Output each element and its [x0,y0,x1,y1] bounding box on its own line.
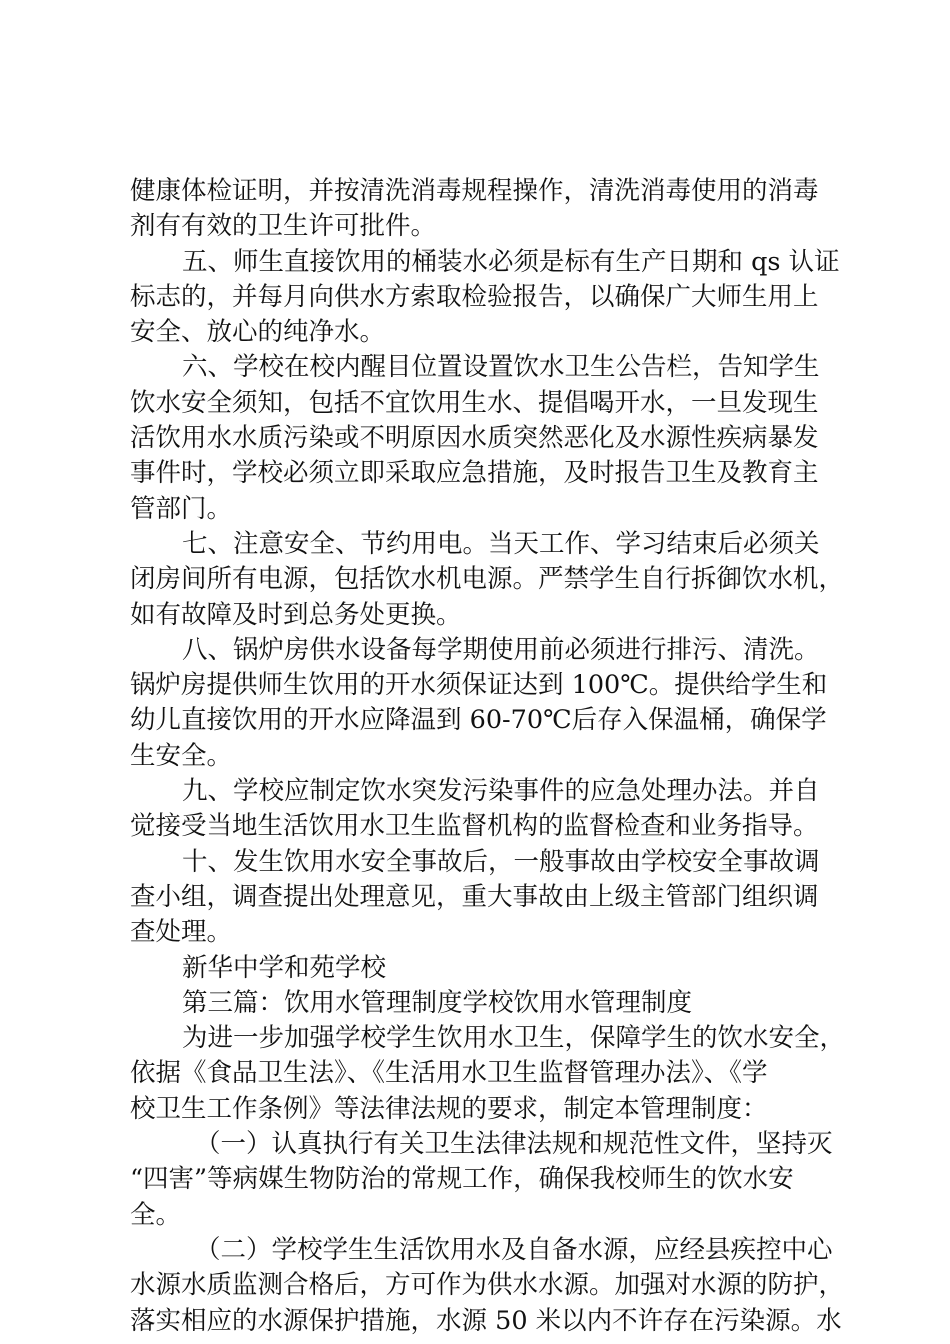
text-line: 新华中学和苑学校 [182,952,387,983]
text-line: 管部门。 [130,493,233,524]
text-line: 五、师生直接饮用的桶装水必须是标有生产日期和 qs 认证 [182,246,840,277]
text-line: 七、注意安全、节约用电。当天工作、学习结束后必须关 [182,528,820,559]
text-line: 活饮用水水质污染或不明原因水质突然恶化及水源性疾病暴发 [130,423,819,454]
text-line: 健康体检证明，并按清洗消毒规程操作，清洗消毒使用的消毒 [130,176,819,206]
text-line: 水源水质监测合格后，方可作为供水水源。加强对水源的防护， [130,1270,845,1301]
text-line: 全。 [130,1199,182,1230]
text-line: 依据《食品卫生法》、《生活用水卫生监督管理办法》、《学 [130,1058,768,1089]
document-body [130,174,846,1339]
text-line: （一）认真执行有关卫生法律法规和规范性文件，坚持灭 [195,1129,833,1160]
text-line: 第三篇：饮用水管理制度学校饮用水管理制度 [182,987,693,1018]
text-line: 如有故障及时到总务处更换。 [130,599,462,630]
text-line: 闭房间所有电源，包括饮水机电源。严禁学生自行拆御饮水机， [130,564,845,595]
text-line: 九、学校应制定饮水突发污染事件的应急处理办法。并自 [182,776,820,807]
text-line: 安全、放心的纯净水。 [130,317,386,348]
text-line: 锅炉房提供师生饮用的开水须保证达到 100℃。提供给学生和 [130,670,828,701]
text-line: 八、锅炉房供水设备每学期使用前必须进行排污、清洗。 [182,634,820,665]
text-line: 落实相应的水源保护措施，水源 50 米以内不许存在污染源。水 [130,1305,842,1336]
text-line: 生安全。 [130,740,233,771]
text-line: 查小组，调查提出处理意见，重大事故由上级主管部门组织调 [130,881,819,912]
text-line: （二）学校学生生活饮用水及自备水源，应经县疾控中心 [195,1234,833,1265]
text-line: 校卫生工作条例》等法律法规的要求，制定本管理制度： [130,1093,768,1124]
text-line: 觉接受当地生活饮用水卫生监督机构的监督检查和业务指导。 [130,811,819,842]
text-line: 六、学校在校内醒目位置设置饮水卫生公告栏，告知学生 [182,352,820,383]
text-line: 事件时，学校必须立即采取应急措施，及时报告卫生及教育主 [130,458,819,489]
text-line: 十、发生饮用水安全事故后，一般事故由学校安全事故调 [182,846,820,877]
text-line: 标志的，并每月向供水方索取检验报告，以确保广大师生用上 [130,281,819,312]
text-line: 剂有有效的卫生许可批件。 [130,211,437,242]
text-line: “四害”等病媒生物防治的常规工作，确保我校师生的饮水安 [130,1164,794,1195]
text-line: 饮水安全须知，包括不宜饮用生水、提倡喝开水，一旦发现生 [130,387,819,418]
text-line: 幼儿直接饮用的开水应降温到 60-70℃后存入保温桶，确保学 [130,705,827,736]
text-line: 为进一步加强学校学生饮用水卫生，保障学生的饮水安全， [182,1023,846,1054]
text-line: 查处理。 [130,917,233,948]
